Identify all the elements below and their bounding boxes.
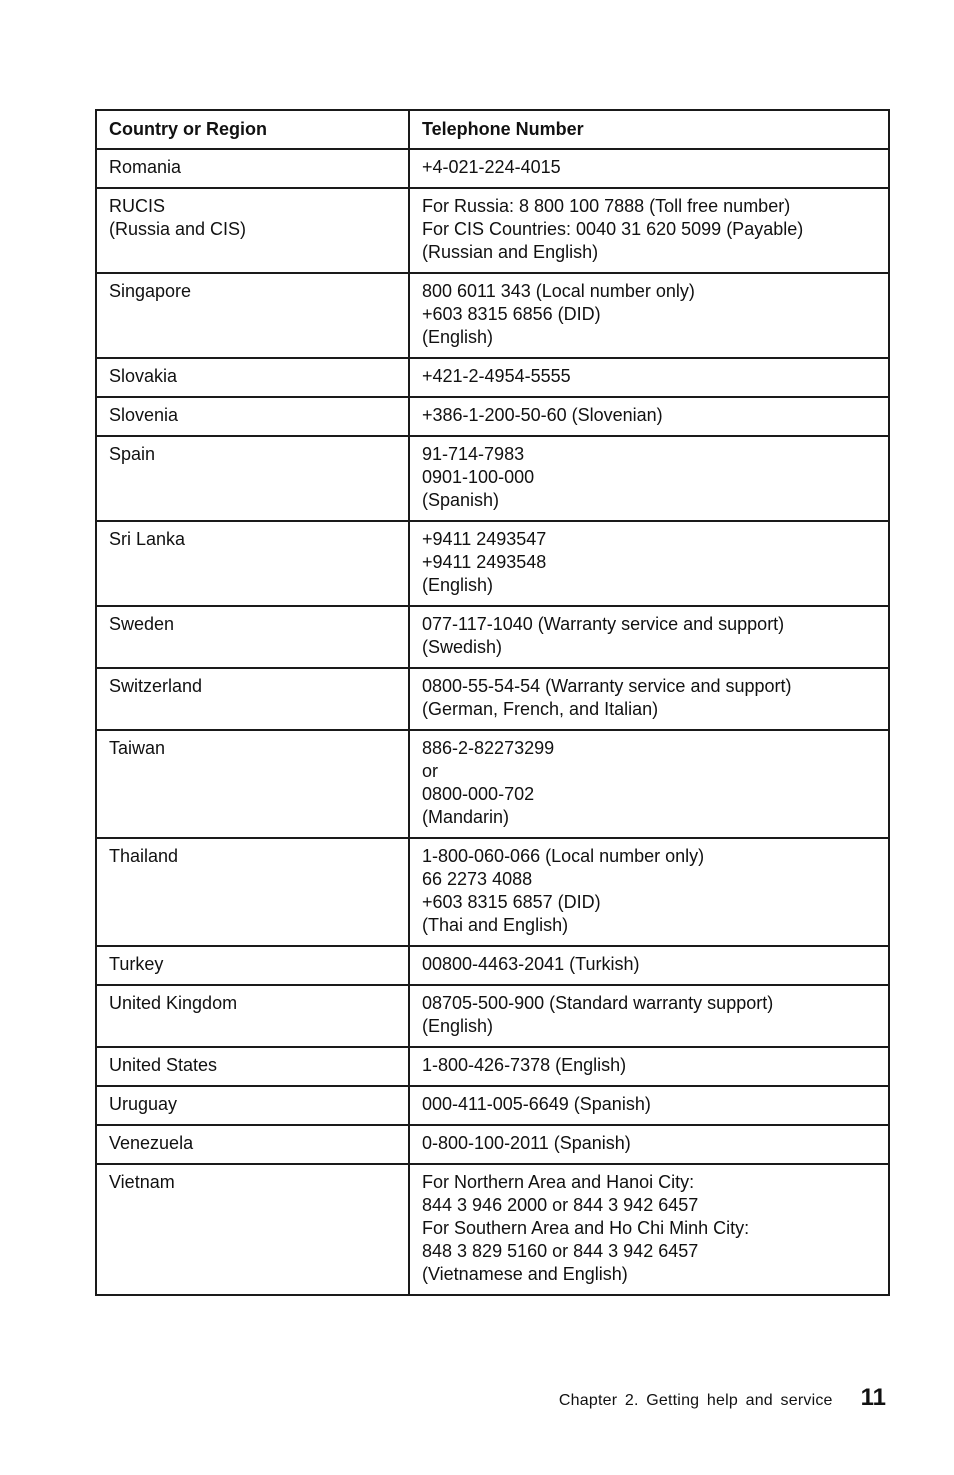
table-row	[96, 436, 889, 521]
phone-cell: For Northern Area and Hanoi City: 844 3 946 2000 or 844 3 942 6457 For Southern Area and Ho Chi Minh City: 848 3 829 5160 or 844 3 942 6457 (Vietnamese and English)	[409, 1164, 889, 1295]
header-phone: Telephone Number	[409, 110, 889, 149]
phone-cell: 000-411-005-6649 (Spanish)	[409, 1086, 889, 1125]
table-row	[96, 149, 889, 188]
phone-cell: 886-2-82273299 or 0800-000-702 (Mandarin)	[409, 730, 889, 838]
country-cell: Taiwan	[96, 730, 409, 838]
table-row	[96, 397, 889, 436]
country-cell: Singapore	[96, 273, 409, 358]
page-footer	[559, 1384, 886, 1412]
table-body	[96, 149, 889, 1295]
phone-cell: 1-800-426-7378 (English)	[409, 1047, 889, 1086]
country-cell: Switzerland	[96, 668, 409, 730]
phone-cell: 800 6011 343 (Local number only) +603 8315 6856 (DID) (English)	[409, 273, 889, 358]
country-cell: Uruguay	[96, 1086, 409, 1125]
country-cell: United States	[96, 1047, 409, 1086]
country-cell: Turkey	[96, 946, 409, 985]
phone-cell: 1-800-060-066 (Local number only) 66 2273 4088 +603 8315 6857 (DID) (Thai and English)	[409, 838, 889, 946]
phone-cell: 077-117-1040 (Warranty service and support) (Swedish)	[409, 606, 889, 668]
table-row	[96, 273, 889, 358]
phone-cell: 00800-4463-2041 (Turkish)	[409, 946, 889, 985]
table-row	[96, 838, 889, 946]
phone-cell: +386-1-200-50-60 (Slovenian)	[409, 397, 889, 436]
table-row	[96, 188, 889, 273]
country-cell: Venezuela	[96, 1125, 409, 1164]
phone-cell: 0-800-100-2011 (Spanish)	[409, 1125, 889, 1164]
country-cell: Spain	[96, 436, 409, 521]
chapter-title: Chapter 2. Getting help and service	[558, 1392, 833, 1409]
table-row	[96, 946, 889, 985]
country-cell: Slovenia	[96, 397, 409, 436]
table-row	[96, 730, 889, 838]
phone-cell: 08705-500-900 (Standard warranty support) (English)	[409, 985, 889, 1047]
country-cell: United Kingdom	[96, 985, 409, 1047]
table-row	[96, 985, 889, 1047]
table-header	[96, 110, 889, 149]
table-row	[96, 1164, 889, 1295]
phone-cell: +4-021-224-4015	[409, 149, 889, 188]
country-cell: Romania	[96, 149, 409, 188]
country-cell: Sri Lanka	[96, 521, 409, 606]
country-cell: RUCIS (Russia and CIS)	[96, 188, 409, 273]
table-row	[96, 1086, 889, 1125]
country-cell: Vietnam	[96, 1164, 409, 1295]
table-row	[96, 358, 889, 397]
header-row	[96, 110, 889, 149]
phone-cell: For Russia: 8 800 100 7888 (Toll free number) For CIS Countries: 0040 31 620 5099 (Payable) (Russian and English)	[409, 188, 889, 273]
table-row	[96, 521, 889, 606]
table-row	[96, 1125, 889, 1164]
country-cell: Sweden	[96, 606, 409, 668]
table-row	[96, 668, 889, 730]
phone-cell: 91-714-7983 0901-100-000 (Spanish)	[409, 436, 889, 521]
contact-table	[95, 109, 890, 1296]
phone-cell: +421-2-4954-5555	[409, 358, 889, 397]
country-cell: Thailand	[96, 838, 409, 946]
table-row	[96, 606, 889, 668]
country-cell: Slovakia	[96, 358, 409, 397]
phone-cell: 0800-55-54-54 (Warranty service and support) (German, French, and Italian)	[409, 668, 889, 730]
header-country: Country or Region	[96, 110, 409, 149]
page-number: 11	[860, 1384, 886, 1411]
phone-cell: +9411 2493547 +9411 2493548 (English)	[409, 521, 889, 606]
table-row	[96, 1047, 889, 1086]
